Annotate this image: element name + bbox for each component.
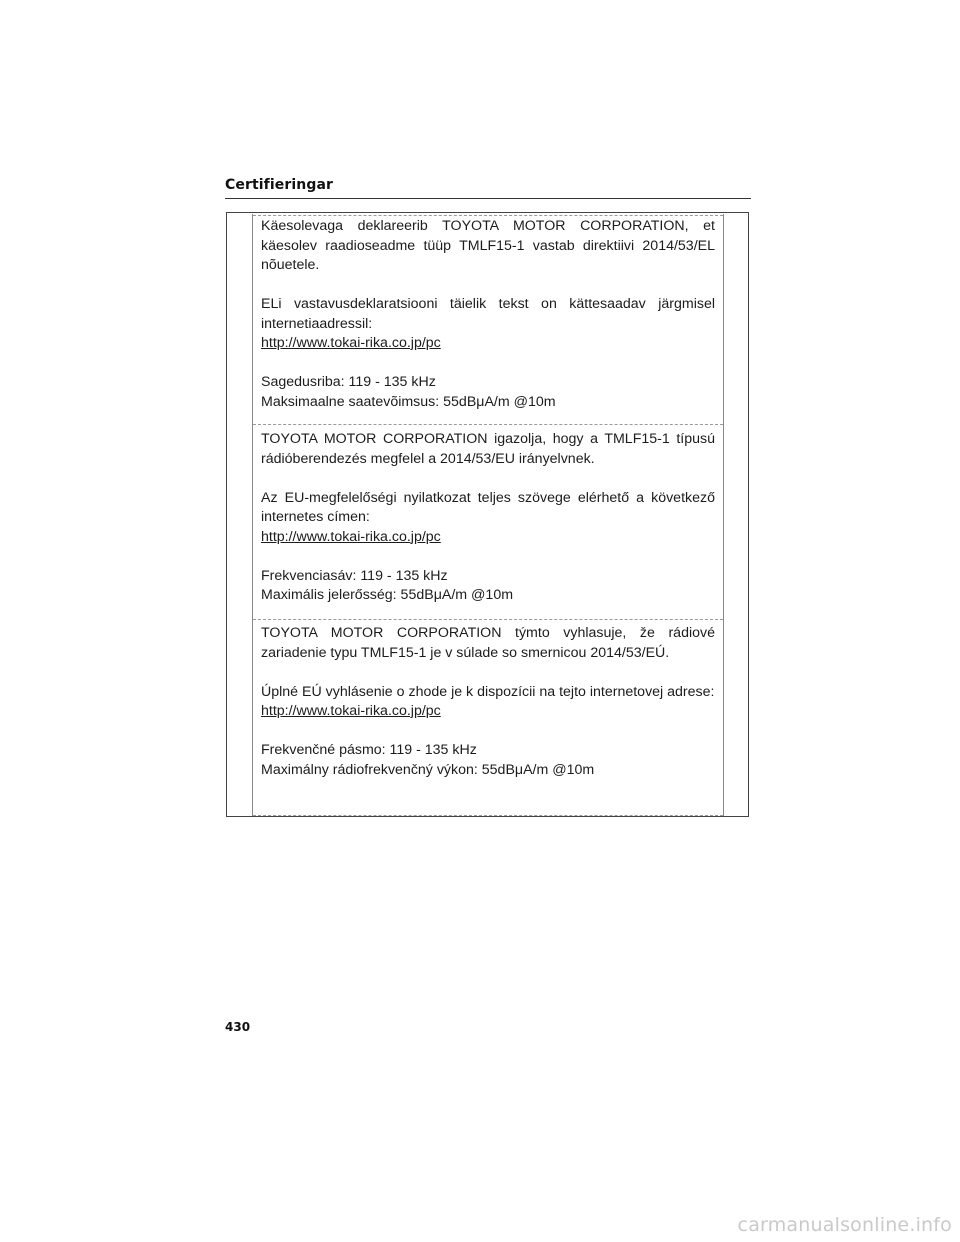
cert-block-hungarian (253, 430, 723, 606)
frequency-band: Frekvenčné pásmo: 119 - 135 kHz (261, 742, 477, 758)
block-divider-bottom (253, 815, 723, 816)
section-divider (225, 198, 751, 199)
declaration-text: Käesolevaga deklareerib TOYOTA MOTOR CORPORATION, et käesolev raadioseadme tüüp TMLF15-1 vastab direktiivi 2014/53/EL nõuetele. (261, 218, 715, 273)
max-power: Maximálny rádiofrekvenčný výkon: 55dBμA/m @10m (261, 761, 595, 778)
block-divider (253, 619, 723, 620)
cert-block-estonian (253, 217, 723, 412)
frequency-band: Sagedusriba: 119 - 135 kHz (261, 374, 436, 390)
cert-block-slovak (253, 624, 723, 780)
section-title: Certifieringar (225, 177, 333, 193)
block-divider (253, 424, 723, 425)
full-text-intro: Úplné EÚ vyhlásenie o zhode je k dispozícii na tejto internetovej adrese: (261, 683, 715, 700)
declaration-url-link[interactable]: http://www.tokai-rika.co.jp/pc (261, 335, 441, 351)
full-text-intro: Az EU-megfelelőségi nyilatkozat teljes szövege elérhető a következő internetes címen: (261, 489, 715, 525)
watermark-text: carmanualsonline.info (737, 1214, 952, 1236)
block-divider-top (253, 215, 723, 216)
max-power: Maksimaalne saatevõimsus: 55dBμA/m @10m (261, 393, 556, 410)
max-power: Maximális jelerősség: 55dBμA/m @10m (261, 587, 514, 603)
declaration-text: TOYOTA MOTOR CORPORATION týmto vyhlasuje, že rádiové zariadenie typu TMLF15-1 je v súlade so smernicou 2014/53/EÚ. (261, 625, 715, 661)
declaration-text: TOYOTA MOTOR CORPORATION igazolja, hogy a TMLF15-1 típusú rádióberendezés megfelel a 2014/53/EU irányelvnek. (261, 431, 715, 467)
frequency-band: Frekvenciasáv: 119 - 135 kHz (261, 567, 448, 584)
full-text-intro: ELi vastavusdeklaratsiooni täielik tekst on kättesaadav järgmisel internetiaadressil: (261, 296, 715, 332)
page-number: 430 (225, 1020, 251, 1034)
declaration-url-link[interactable]: http://www.tokai-rika.co.jp/pc (261, 703, 441, 719)
declaration-url-link[interactable]: http://www.tokai-rika.co.jp/pc (261, 528, 441, 545)
